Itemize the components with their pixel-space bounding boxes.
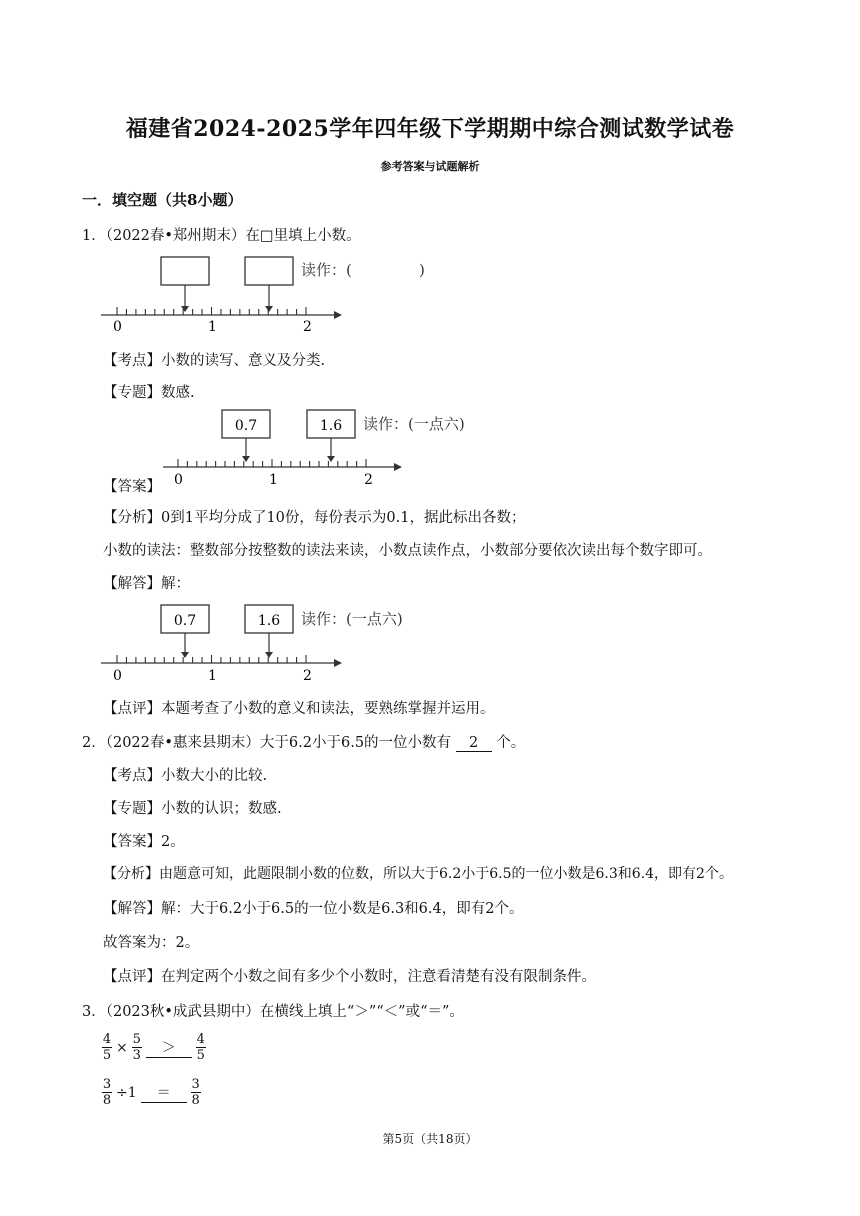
q1-answer-axis-1: 1 (269, 472, 278, 487)
q3-r2-op: ÷1 (116, 1084, 137, 1101)
q1-answer-box-0: 0.7 (234, 418, 258, 434)
q1-solution-axis-2: 2 (303, 668, 312, 684)
q3-stem: 3．（2023秋•成武县期中）在横线上填上“＞”“＜”或“＝”。 (82, 1004, 464, 1020)
q1-solution-read: 读作：(一点六) (301, 610, 403, 628)
q1-read-close: ) (419, 261, 425, 279)
q3-r1-op: × (116, 1039, 128, 1056)
section-heading: 一．填空题（共8小题） (82, 191, 243, 209)
q1-fenxi: 【分析】0到1平均分成了10份，每份表示为0.1，据此标出各数； (103, 510, 526, 526)
q2-stem-pre: 2．（2022春•惠来县期末）大于6.2小于6.5的一位小数有 (82, 735, 452, 751)
q1-solution-box-0: 0.7 (173, 613, 197, 629)
page-title: 福建省2024-2025学年四年级下学期期中综合测试数学试卷 (125, 116, 735, 142)
q2-stem-post: 个。 (496, 735, 526, 751)
q3-r1-frac-b: $\frac{5}{3}$ (132, 1032, 141, 1063)
q1-axis-label-0: 0 (113, 319, 122, 335)
q1-jieda: 【解答】解： (103, 576, 190, 592)
q1-axis-label-1: 1 (208, 319, 217, 335)
page-footer: 第5页（共18页） (382, 1132, 478, 1146)
q3-r2-answer: ＝ (141, 1082, 187, 1103)
q3-r2-frac-c: $\frac{3}{8}$ (191, 1077, 200, 1108)
q1-answer-axis-2: 2 (364, 472, 373, 487)
q1-answer-box-1: 1.6 (319, 418, 343, 434)
q3-r1-frac-c: $\frac{4}{5}$ (196, 1032, 205, 1063)
q3-r2-frac-a: $\frac{3}{8}$ (102, 1077, 112, 1108)
q1-solution-axis-1: 1 (208, 668, 217, 684)
q3-r1-answer: ＞ (146, 1037, 192, 1058)
q1-solution-axis-0: 0 (113, 668, 122, 684)
q2-jieda: 【解答】解：大于6.2小于6.5的一位小数是6.3和6.4，即有2个。 (103, 901, 524, 917)
q1-number-line-answer (158, 405, 488, 487)
q2-dianping: 【点评】在判定两个小数之间有多少个小数时，注意看清楚有没有限制条件。 (103, 969, 596, 985)
q1-zhuanti: 【专题】数感. (103, 385, 195, 401)
q2-zhuanti: 【专题】小数的认识；数感. (103, 801, 282, 817)
q1-axis-label-2: 2 (303, 319, 312, 335)
q1-solution-box-1: 1.6 (257, 613, 281, 629)
q1-dianping: 【点评】本题考查了小数的意义和读法，要熟练掌握并运用。 (103, 701, 495, 717)
q1-number-line-solution (96, 600, 436, 686)
q1-read-label: 读作：( (301, 261, 352, 279)
q1-number-line-question (96, 250, 436, 340)
q2-guda: 故答案为：2。 (103, 935, 200, 951)
q2-fenxi: 【分析】由题意可知，此题限制小数的位数，所以大于6.2小于6.5的一位小数是6.3和6.4，即有2个。 (103, 866, 733, 882)
page-subtitle: 参考答案与试题解析 (380, 160, 480, 173)
q1-solution-ticks (117, 655, 306, 663)
q1-daan: 【答案】 (103, 479, 161, 495)
q3-r1-frac-a: $\frac{4}{5}$ (102, 1032, 112, 1063)
q1-ticks (117, 307, 306, 315)
q2-blank-answer: 2 (456, 735, 492, 752)
q3-row-2 (102, 1077, 201, 1108)
q1-fenxi2: 小数的读法：整数部分按整数的读法来读，小数点读作点，小数部分要依次读出每个数字即可。 (103, 543, 712, 559)
q1-answer-ticks (178, 459, 366, 467)
q2-stem (82, 731, 525, 752)
q1-stem: 1．（2022春•郑州期末）在□里填上小数。 (82, 228, 361, 244)
q2-daan: 【答案】2。 (103, 834, 185, 850)
q2-kaodian: 【考点】小数大小的比较. (103, 768, 268, 784)
q3-row-1 (102, 1032, 206, 1063)
q1-answer-read: 读作：(一点六) (363, 415, 465, 433)
q1-kaodian: 【考点】小数的读写、意义及分类. (103, 353, 326, 369)
q1-answer-axis-0: 0 (174, 472, 183, 487)
